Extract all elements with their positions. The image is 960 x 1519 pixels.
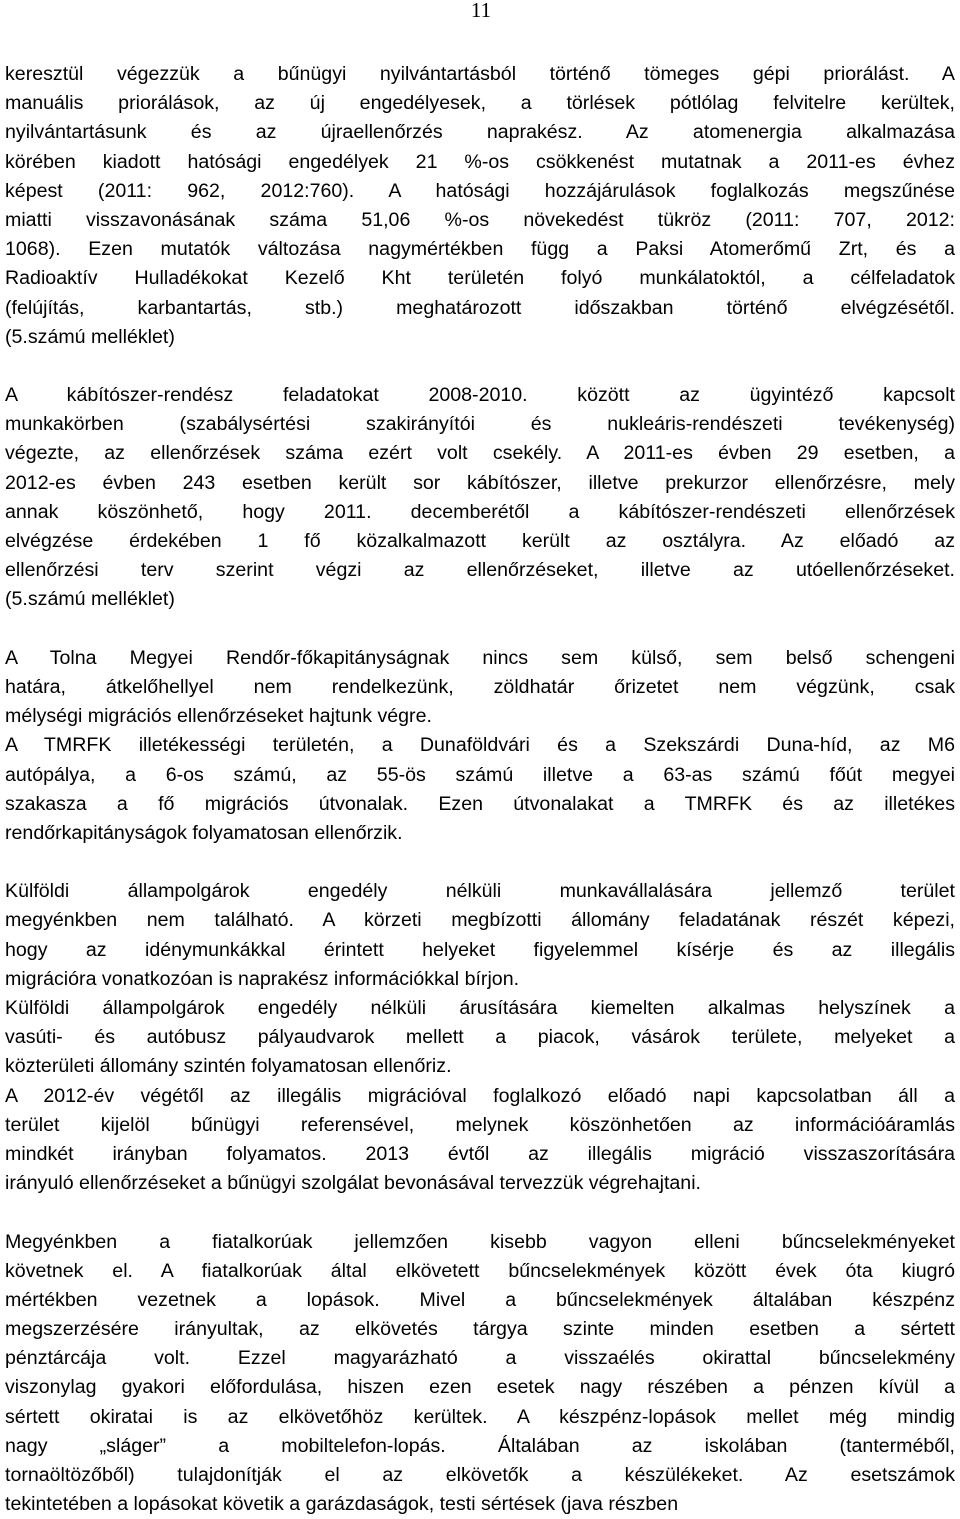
paragraph-gap — [5, 1198, 955, 1227]
text-line: követnek el. A fiatalkorúak által elkövetett bűncselekmények között évek óta kiugró — [5, 1257, 955, 1286]
text-line: körében kiadott hatósági engedélyek 21 %-os csökkenést mutatnak a 2011-es évhez — [5, 148, 955, 177]
text-line: elvégzése érdekében 1 fő közalkalmazott került az osztályra. Az előadó az — [5, 527, 955, 556]
paragraph-gap — [5, 352, 955, 381]
document-body — [5, 60, 955, 1519]
text-line: mélységi migrációs ellenőrzéseket hajtunk végre. — [5, 702, 955, 731]
text-line: mindkét irányban folyamatos. 2013 évtől az illegális migráció visszaszorítására — [5, 1140, 955, 1169]
text-line: miatti visszavonásának száma 51,06 %-os növekedést tükröz (2011: 707, 2012: — [5, 206, 955, 235]
text-line: viszonylag gyakori előfordulása, hiszen ezen esetek nagy részében a pénzen kívül a — [5, 1373, 955, 1402]
text-line: határa, átkelőhellyel nem rendelkezünk, zöldhatár őrizetet nem végzünk, csak — [5, 673, 955, 702]
paragraph — [5, 1082, 955, 1199]
text-line: A kábítószer-rendész feladatokat 2008-2010. között az ügyintéző kapcsolt — [5, 381, 955, 410]
text-line: (5.számú melléklet) — [5, 585, 955, 614]
text-line: rendőrkapitányságok folyamatosan ellenőrzik. — [5, 819, 955, 848]
text-line: (felújítás, karbantartás, stb.) meghatározott időszakban történő elvégzésétől. — [5, 294, 955, 323]
text-line: migrációra vonatkozóan is naprakész információkkal bírjon. — [5, 965, 955, 994]
text-line: keresztül végezzük a bűnügyi nyilvántartásból történő tömeges gépi priorálást. A — [5, 60, 955, 89]
text-line: A Tolna Megyei Rendőr-főkapitányságnak nincs sem külső, sem belső schengeni — [5, 644, 955, 673]
text-line: (5.számú melléklet) — [5, 323, 955, 352]
text-line: annak köszönhető, hogy 2011. decemberétől a kábítószer-rendészeti ellenőrzések — [5, 498, 955, 527]
paragraph — [5, 1228, 955, 1519]
text-line: sértett okiratai is az elkövetőhöz kerültek. A készpénz-lopások mellet még mindig — [5, 1403, 955, 1432]
text-line: manuális priorálások, az új engedélyesek, a törlések pótlólag felvitelre kerültek, — [5, 89, 955, 118]
text-line: képest (2011: 962, 2012:760). A hatósági hozzájárulások foglalkozás megszűnése — [5, 177, 955, 206]
text-line: irányuló ellenőrzéseket a bűnügyi szolgálat bevonásával tervezzük végrehajtani. — [5, 1169, 955, 1198]
paragraph-gap — [5, 848, 955, 877]
text-line: 2012-es évben 243 esetben került sor kábítószer, illetve prekurzor ellenőrzésre, mely — [5, 469, 955, 498]
page-number: 11 — [458, 0, 504, 23]
paragraph — [5, 731, 955, 848]
text-line: végezte, az ellenőrzések száma ezért volt csekély. A 2011-es évben 29 esetben, a — [5, 439, 955, 468]
text-line: szakasza a fő migrációs útvonalak. Ezen útvonalakat a TMRFK és az illetékes — [5, 790, 955, 819]
text-line: tekintetében a lopásokat követik a garázdaságok, testi sértések (java részben — [5, 1490, 955, 1519]
text-line: vasúti- és autóbusz pályaudvarok mellett a piacok, vásárok területe, melyeket a — [5, 1023, 955, 1052]
paragraph-gap — [5, 615, 955, 644]
text-line: autópálya, a 6-os számú, az 55-ös számú illetve a 63-as számú főút megyei — [5, 761, 955, 790]
text-line: Radioaktív Hulladékokat Kezelő Kht területén folyó munkálatoktól, a célfeladatok — [5, 264, 955, 293]
paragraph — [5, 644, 955, 732]
text-line: tornaöltözőből) tulajdonítják el az elkövetők a készülékeket. Az esetszámok — [5, 1461, 955, 1490]
text-line: megszerzésére irányultak, az elkövetés tárgya szinte minden esetben a sértett — [5, 1315, 955, 1344]
text-line: munkakörben (szabálysértési szakirányítói és nukleáris-rendészeti tevékenység) — [5, 410, 955, 439]
text-line: nyilvántartásunk és az újraellenőrzés naprakész. Az atomenergia alkalmazása — [5, 118, 955, 147]
text-line: hogy az idénymunkákkal érintett helyeket figyelemmel kísérje és az illegális — [5, 936, 955, 965]
text-line: közterületi állomány szintén folyamatosan ellenőriz. — [5, 1052, 955, 1081]
text-line: Külföldi állampolgárok engedély nélküli munkavállalására jellemző terület — [5, 877, 955, 906]
text-line: megyénkben nem található. A körzeti megbízotti állomány feladatának részét képezi, — [5, 906, 955, 935]
text-line: nagy „sláger” a mobiltelefon-lopás. Általában az iskolában (tanterméből, — [5, 1432, 955, 1461]
paragraph — [5, 994, 955, 1082]
text-line: terület kijelöl bűnügyi referensével, melynek köszönhetően az információáramlás — [5, 1111, 955, 1140]
text-line: pénztárcája volt. Ezzel magyarázható a visszaélés okirattal bűncselekmény — [5, 1344, 955, 1373]
paragraph — [5, 381, 955, 615]
text-line: A 2012-év végétől az illegális migrációval foglalkozó előadó napi kapcsolatban áll a — [5, 1082, 955, 1111]
text-line: A TMRFK illetékességi területén, a Dunaföldvári és a Szekszárdi Duna-híd, az M6 — [5, 731, 955, 760]
text-line: Külföldi állampolgárok engedély nélküli árusítására kiemelten alkalmas helyszínek a — [5, 994, 955, 1023]
text-line: Megyénkben a fiatalkorúak jellemzően kisebb vagyon elleni bűncselekményeket — [5, 1228, 955, 1257]
text-line: ellenőrzési terv szerint végzi az ellenőrzéseket, illetve az utóellenőrzéseket. — [5, 556, 955, 585]
text-line: 1068). Ezen mutatók változása nagymértékben függ a Paksi Atomerőmű Zrt, és a — [5, 235, 955, 264]
paragraph — [5, 877, 955, 994]
paragraph — [5, 60, 955, 352]
text-line: mértékben vezetnek a lopások. Mivel a bűncselekmények általában készpénz — [5, 1286, 955, 1315]
